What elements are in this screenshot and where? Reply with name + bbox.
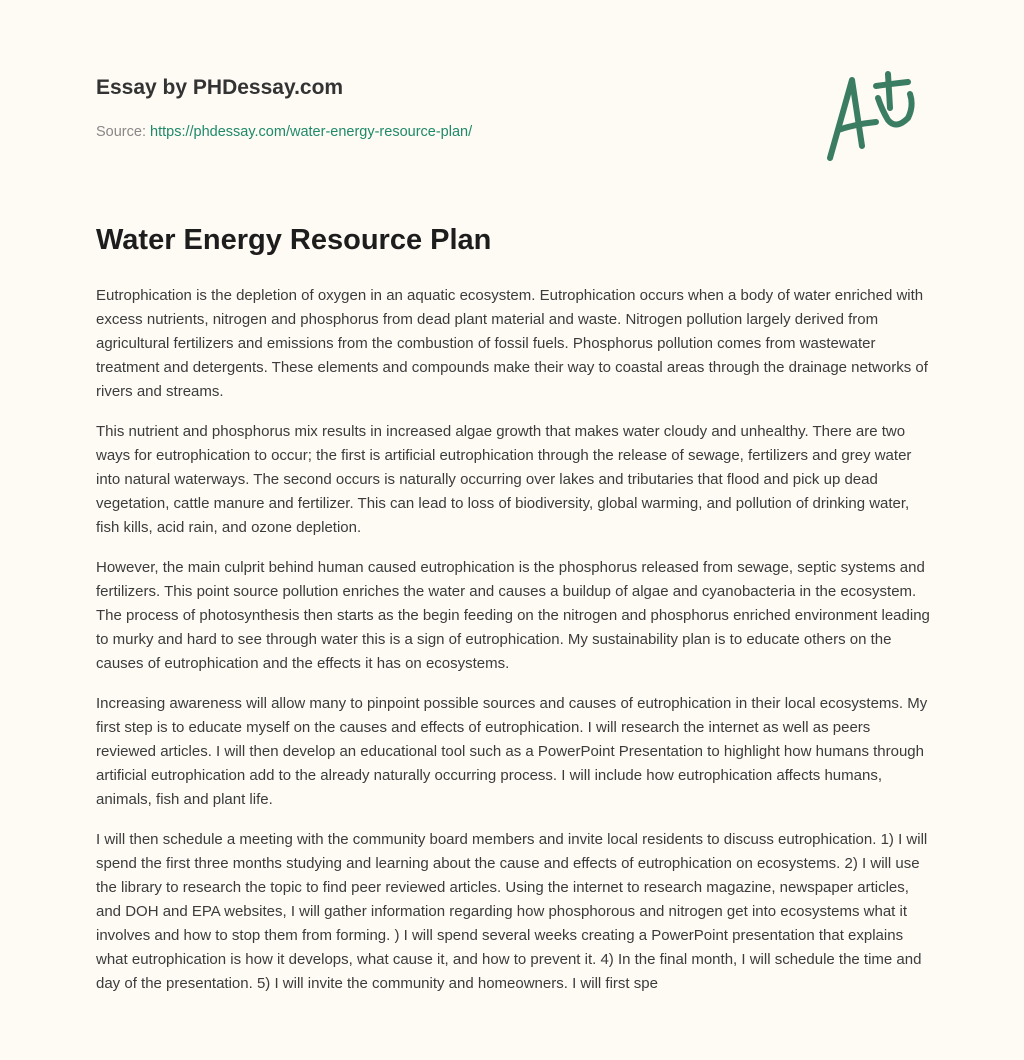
paragraph: However, the main culprit behind human caused eutrophication is the phosphorus released from sewage, septic systems and fertilizers. This point source pollution enriches the water and causes a buildup of algae and cyanobacteria in the ecosystem. The process of photosynthesis then starts as the begin feeding on the nitrogen and phosphorus enriched environment leading to murky and hard to see through water this is a sign of eutrophication. My sustainability plan is to educate others on the causes of eutrophication and the effects it has on ecosystems.: [96, 559, 930, 672]
paragraph: I will then schedule a meeting with the community board members and invite local residents to discuss eutrophication. 1) I will spend the first three months studying and learning about the cause and effects of eutrophication on ecosystems. 2) I will use the library to research the topic to find peer reviewed articles. Using the internet to research magazine, newspaper articles, and DOH and EPA websites, I will gather information regarding how phosphorous and nitrogen get into ecosystems what it involves and how to stop them from forming. ) I will spend several weeks creating a PowerPoint presentation that explains what eutrophication is how it develops, what cause it, and how to prevent it. 4) In the final month, I will schedule the time and day of the presentation. 5) I will invite the community and homeowners. I will first spe: [96, 831, 928, 992]
paragraph: Eutrophication is the depletion of oxygen in an aquatic ecosystem. Eutrophication occurs when a body of water enriched with excess nutrients, nitrogen and phosphorus from dead plant material and waste. Nitrogen pollution largely derived from agricultural fertilizers and emissions from the combustion of fossil fuels. Phosphorus pollution comes from wastewater treatment and detergents. These elements and compounds make their way to coastal areas through the drainage networks of rivers and streams.: [96, 287, 928, 400]
site-title: Essay by PHDessay.com: [96, 76, 344, 99]
essay-title: Water Energy Resource Plan: [96, 224, 492, 256]
source-label: Source:: [96, 124, 146, 140]
paragraph: This nutrient and phosphorus mix results in increased algae growth that makes water cloudy and unhealthy. There are two ways for eutrophication to occur; the first is artificial eutrophication through the release of sewage, fertilizers and grey water into natural waterways. The second occurs is naturally occurring over lakes and tributaries that flood and pick up dead vegetation, cattle manure and fertilizer. This can lead to loss of biodiversity, global warming, and pollution of drinking water, fish kills, acid rain, and ozone depletion.: [96, 423, 912, 536]
paragraph: Increasing awareness will allow many to pinpoint possible sources and causes of eutrophication in their local ecosystems. My first step is to educate myself on the causes and effects of eutrophication. I will research the internet as well as peers reviewed articles. I will then develop an educational tool such as a PowerPoint Presentation to highlight how humans through artificial eutrophication add to the already naturally occurring process. I will include how eutrophication affects humans, animals, fish and plant life.: [96, 695, 928, 808]
a-plus-logo-icon: [818, 68, 928, 168]
essay-body: [96, 284, 932, 1012]
source-link[interactable]: https://phdessay.com/water-energy-resource-plan/: [150, 124, 473, 140]
source-line: [96, 124, 472, 140]
